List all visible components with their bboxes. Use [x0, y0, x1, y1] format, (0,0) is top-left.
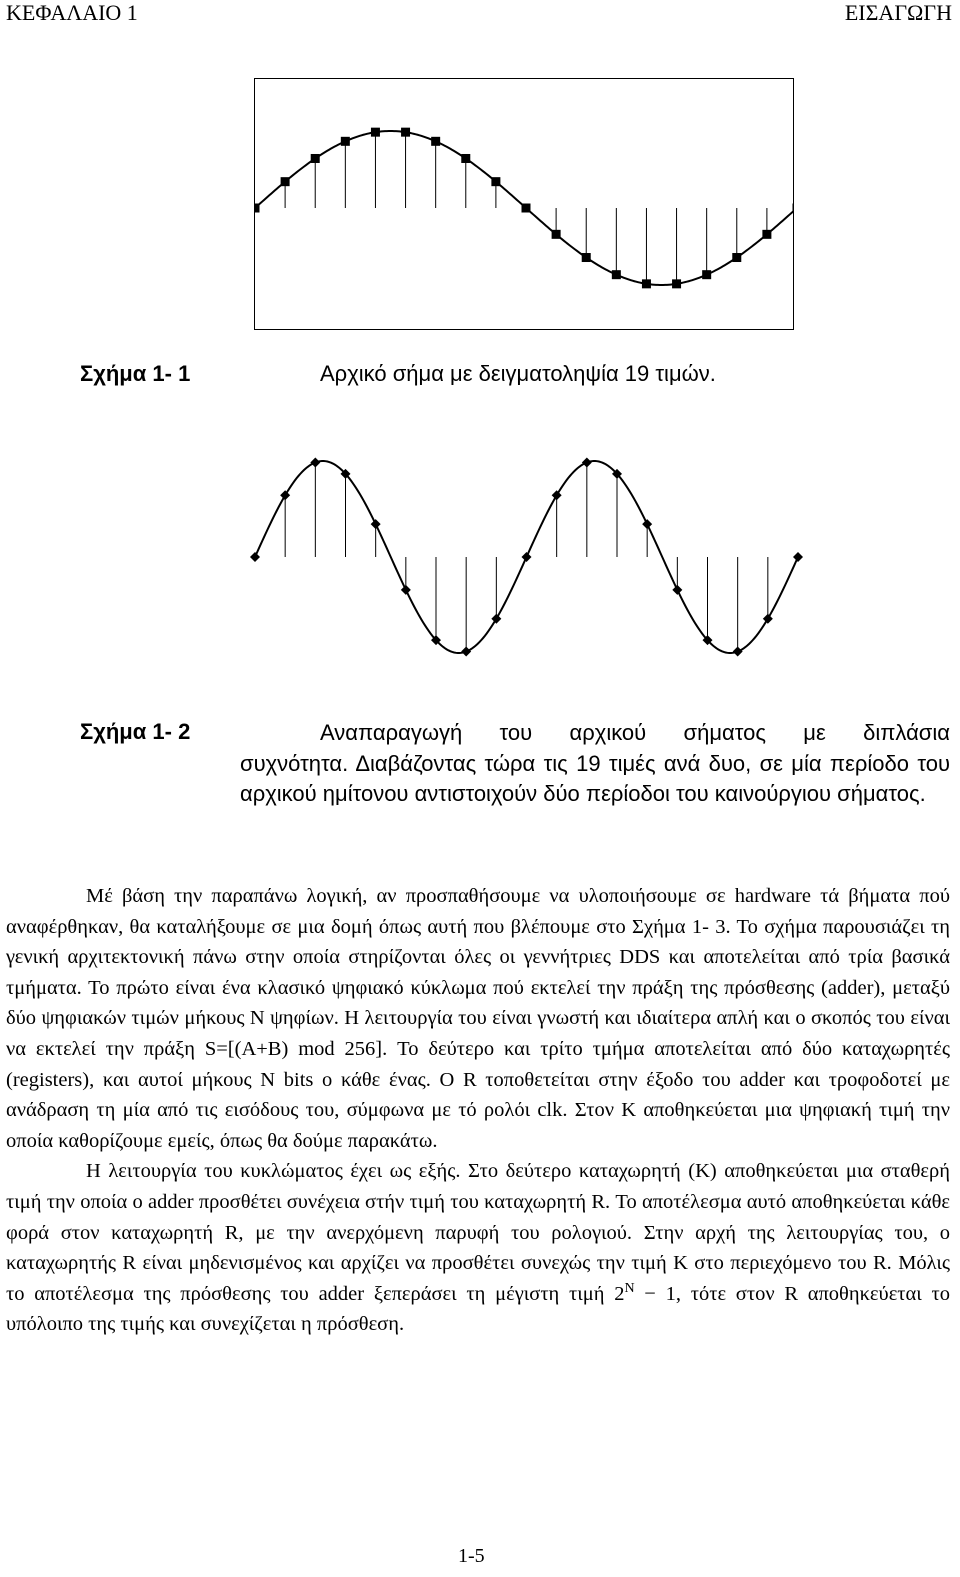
sample-point [672, 279, 681, 288]
max-value-formula [614, 1280, 676, 1305]
sample-point [371, 519, 381, 529]
sample-point [582, 457, 592, 467]
figure-2-caption-rest: συχνότητα. Διαβάζοντας τώρα τις 19 τιμές ανά δυο, σε μία περίοδο του αρχικού ημίτονου αντιστοιχούν δύο περίοδοι του καινούργιου σήματος. [240, 750, 950, 806]
body-text [6, 881, 950, 1340]
sample-point [793, 204, 795, 213]
sample-point [491, 614, 501, 624]
sample-point [461, 647, 471, 657]
sample-point [793, 552, 803, 562]
sample-point [552, 490, 562, 500]
formula-base: 2 [614, 1282, 625, 1305]
paragraph-2-end: , τότε στον R αποθηκεύεται το υπόλοιπο της τιμής και συνεχίζεται η πρόσθεση. [6, 1282, 951, 1336]
sample-point [552, 230, 561, 239]
formula-tail: − 1 [634, 1282, 676, 1305]
sample-point [522, 552, 532, 562]
chapter-header: ΚΕΦΑΛΑΙΟ 1 [6, 0, 138, 25]
sample-point [672, 585, 682, 595]
sample-point [371, 128, 380, 137]
sample-point [642, 519, 652, 529]
page-number: 1-5 [458, 1545, 485, 1567]
sample-point [401, 128, 410, 137]
sample-point [280, 490, 290, 500]
sample-point [431, 137, 440, 146]
sample-point [311, 154, 320, 163]
sample-point [491, 177, 500, 186]
sample-point [642, 279, 651, 288]
paragraph-2 [6, 1156, 950, 1340]
sample-point [401, 585, 411, 595]
sample-point [341, 137, 350, 146]
sample-point [733, 647, 743, 657]
figure-2-double-frequency [240, 450, 805, 665]
paragraph-2-text: Η λειτουργία του κυκλώματος έχει ως εξής. Στο δεύτερο καταχωρητή (K) αποθηκεύεται μια σταθερή τιμή την οποία ο adder προσθέτει συνέχεια στήν τιμή του καταχωρητή R. Το αποτέλεσμα αυτό αποθηκεύεται κάθε φορά στον καταχωρητή R, με την ανερχόμενη παρυφή του ρολογιού. Στην αρχή της λειτουργίας του, ο καταχωρητής R είναι μηδενισμένος και αρχίζει να προσθέτει συνεχώς την τιμή K στο περιεχόμενο του R. Μόλις το αποτέλεσμα της πρόσθεσης του adder ξεπεράσει τη μέγιστη τιμή [6, 1160, 950, 1305]
section-header: ΕΙΣΑΓΩΓΗ [844, 0, 952, 25]
figure-1-caption: Αρχικό σήμα με δειγματοληψία 19 τιμών. [320, 361, 716, 386]
figure-1-label: Σχήμα 1- 1 [80, 361, 191, 386]
figure-2-caption [240, 718, 950, 810]
sample-point [250, 552, 260, 562]
sample-point [612, 270, 621, 279]
paragraph-1: Μέ βάση την παραπάνω λογική, αν προσπαθήσουμε να υλοποιήσουμε σε hardware τά βήματα πού αναφέρθηκαν, θα καταλήξουμε σε μια δομή όπως αυτή που βλέπουμε στο Σχήμα 1- 3. Το σχήμα παρουσιάζει τη γενική αρχιτεκτονική πάνω στην οποία στηρίζονται όλες οι γεννήτριες DDS και αποτελείται από τρία βασικά τμήματα. Το πρώτο είναι ένα κλασικό ψηφιακό κύκλωμα πού εκτελεί την πράξη της πρόσθεσης (adder), μεταξύ δύο ψηφιακών τιμών μήκους N ψηφίων. Η λειτουργία του είναι γνωστή και ιδιαίτερα απλή και ο σκοπός του είναι να εκτελεί την πράξη S=[(A+B) mod 256]. Το δεύτερο και τρίτο τμήμα αποτελείται από δύο καταχωρητές (registers), και αυτοί μήκους N bits ο κάθε ένας. Ο R τοποθετείται στην έξοδο του adder και τροφοδοτεί με ανάδραση τη μία από τις εισόδους του, σύμφωνα με τό ρολόι clk. Στον K αποθηκεύεται μια ψηφιακή τιμή την οποία καθορίζουμε εμείς, όπως θα δούμε παρακάτω. [6, 885, 950, 1152]
sample-point [732, 253, 741, 262]
sample-point [763, 614, 773, 624]
sample-point [522, 204, 531, 213]
sample-point [762, 230, 771, 239]
figure-2-label: Σχήμα 1- 2 [80, 719, 191, 744]
figure-2-caption-line1: Αναπαραγωγή του αρχικού σήματος με διπλάσια [320, 720, 950, 745]
sample-point [310, 457, 320, 467]
sample-point [582, 253, 591, 262]
sample-point [702, 270, 711, 279]
sample-point [461, 154, 470, 163]
sample-point [254, 204, 260, 213]
figure-1-sampled-sine [254, 78, 794, 330]
formula-exponent: N [624, 1280, 635, 1296]
sample-point [281, 177, 290, 186]
